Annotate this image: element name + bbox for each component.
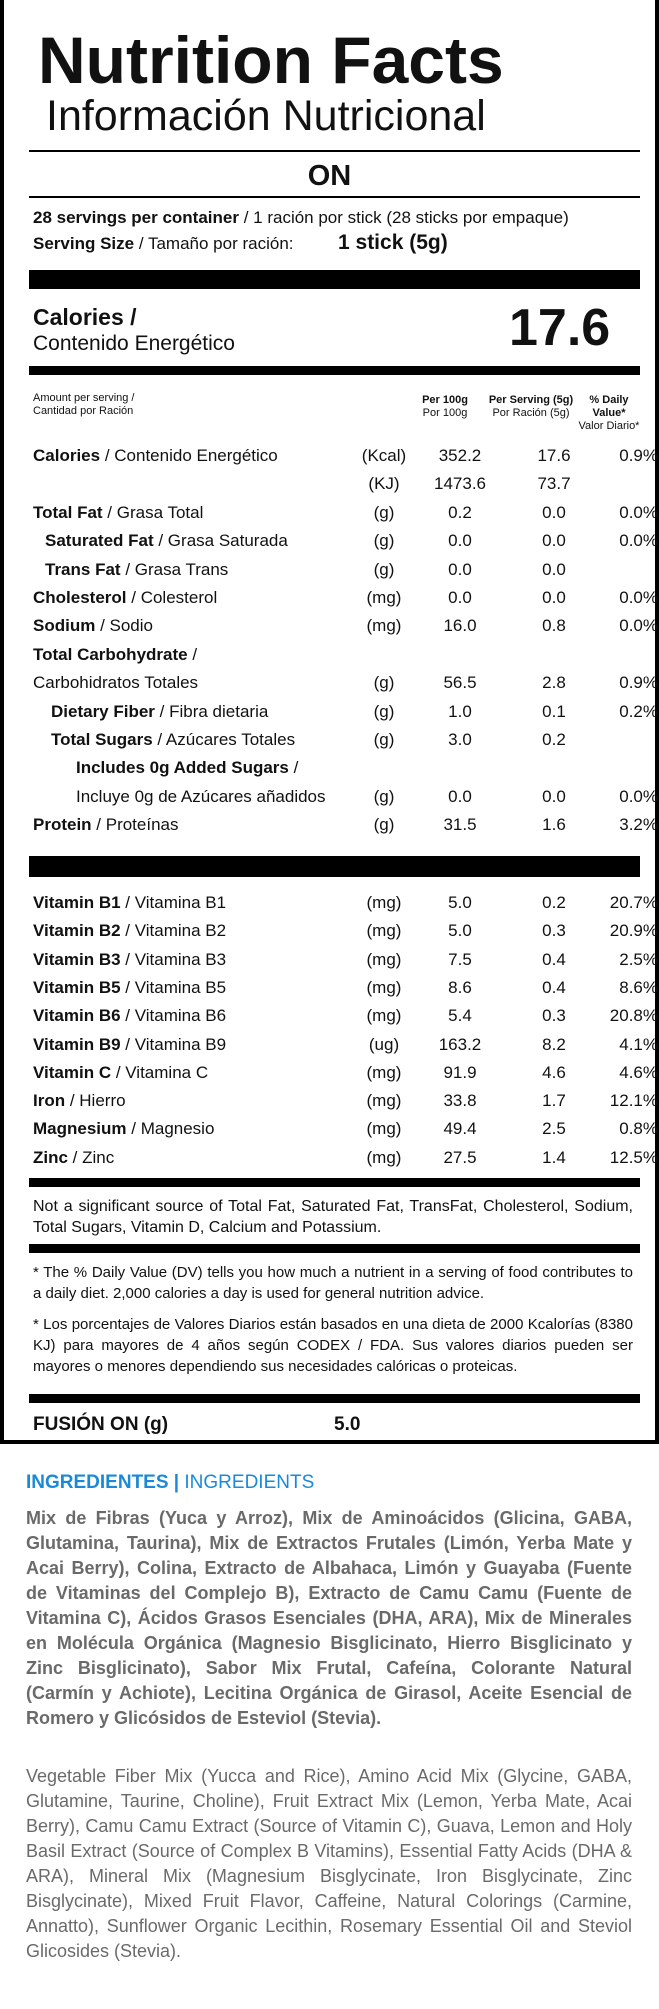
table-row [33,977,658,1002]
nutrient-name-bold: Vitamin B6 [33,1006,121,1026]
nutrient-daily-value: 0.0% [619,616,658,636]
table-row [33,893,658,917]
nutrient-per100: 27.5 [443,1147,477,1167]
nutrient-per-serving: 2.8 [542,673,566,693]
nutrient-per100: 91.9 [443,1062,477,1082]
col-perserving-en: Per Serving (5g) [488,394,574,406]
nutrient-name [45,531,288,551]
nutrient-name-rest: / Vitamina B6 [120,1006,227,1026]
nutrient-per100: 7.5 [448,949,472,969]
nutrient-per100: 0.0 [448,531,472,551]
nutrient-per100: 0.0 [448,786,472,806]
nutrient-per-serving: 0.3 [542,921,566,941]
nutrient-unit: (mg) [366,1006,402,1026]
nutrient-per-serving: 4.6 [542,1062,566,1082]
nutrient-per-serving: 0.2 [542,730,566,749]
medium-bar [29,1178,640,1187]
table-row [33,645,633,669]
col-perserving [480,394,582,420]
table-row [33,1147,658,1172]
col-dv-en2: Value* [592,407,626,419]
nutrient-daily-value: 0.0% [619,588,658,607]
nutrient-per-serving: 0.4 [542,977,566,997]
nutrient-name-rest: / Azúcares Totales [152,730,296,749]
nutrient-unit: (mg) [366,977,402,997]
nutrient-name-bold: Vitamin B2 [33,921,121,941]
serving-size [33,234,294,254]
table-row [33,949,658,974]
table-row [33,502,658,527]
nutrient-name [33,673,198,693]
table-row [33,1006,658,1030]
table-row [33,758,633,782]
nutrient-name-rest: / Fibra dietaria [154,701,269,721]
table-row [33,1034,658,1059]
nutrient-per-serving: 8.2 [542,1034,566,1054]
ingredients-title-en: INGREDIENTS [179,1472,315,1493]
table-row [33,673,658,697]
nutrient-name-rest: / Proteínas [91,815,179,835]
nutrient-per-serving: 1.6 [542,815,566,835]
nutrient-unit: (mg) [366,893,402,912]
nutrient-per-serving: 1.4 [542,1147,566,1167]
nutrient-per100: 1473.6 [434,474,486,494]
nutrient-per-serving: 0.0 [542,588,566,607]
nutrient-per100: 33.8 [443,1091,477,1111]
col-dv [570,394,648,433]
nutrient-name-rest: / Sodio [95,616,153,636]
nutrient-name [33,978,226,998]
nutrient-per100: 0.0 [448,559,472,579]
fusion-value: 5.0 [334,1414,361,1435]
nutrient-name-rest: / Vitamina B2 [120,921,227,941]
nutrient-name [33,1035,226,1055]
nutrient-name-rest: / Grasa Saturada [153,531,288,551]
nutrient-name-rest: Incluye 0g de Azúcares añadidos [76,786,326,806]
nutrient-per100: 0.0 [448,588,472,607]
nutrient-per100: 1.0 [448,701,472,721]
nutrient-name-rest: / Zinc [67,1147,115,1167]
table-row [33,531,658,555]
nutrient-name-bold: Iron [33,1091,66,1111]
nutrient-unit: (g) [373,531,395,551]
nutrient-name [33,616,153,636]
nutrient-daily-value: 0.9% [619,446,658,465]
serving-size-value: 1 stick (5g) [338,231,448,254]
col-per100-es: Por 100g [422,407,468,419]
nutrient-daily-value: 2.5% [619,949,658,969]
nutrient-name [33,950,226,970]
nutrient-name-bold: Vitamin B9 [33,1034,121,1054]
nutrient-daily-value: 0.0% [619,786,658,806]
nutrient-daily-value: 4.1% [619,1034,658,1054]
nutrient-unit: (mg) [366,1147,402,1167]
serving-size-bold: Serving Size [33,234,135,253]
ingredients-text-en: Vegetable Fiber Mix (Yucca and Rice), Amino Acid Mix (Glycine, GABA, Glutamine, Taurine, Choline), Fruit Extract Mix (Lemon, Yerba Mate, Acai Berry), Camu Camu Extract (Source of Vitamin C), Guava, Lemon and Holy Basil Extract (Source of Complex B Vitamins), Essential Fatty Acids (DHA & ARA), Mineral Mix (Magnesium Bisglycinate, Iron Bisglycinate, Zinc Bisglycinate), Mixed Fruit Flavor, Caffeine, Natural Colorings (Carmine, Annatto), Sunflower Organic Lecithin, Rosemary Essential Oil and Steviol Glicosides (Stevia). [26,1766,632,1961]
nutrient-name-bold: Total Fat [33,502,103,522]
nutrient-name [76,758,298,778]
table-row [33,616,658,640]
nutrient-name [33,503,203,523]
nutrient-name-rest: / Grasa Trans [120,559,229,579]
nutrient-unit: (ug) [368,1034,400,1054]
nutrient-per-serving: 0.3 [542,1006,566,1026]
nutrient-name-rest: / Contenido Energético [100,446,278,465]
nutrient-name [45,560,228,580]
nutrient-unit: (mg) [366,949,402,969]
table-row [33,1062,658,1087]
nutrient-name-bold: Vitamin C [33,1062,112,1082]
table-row [33,446,658,470]
nutrient-name [76,787,326,807]
nutrient-per100: 0.2 [448,502,472,522]
nutrient-name-rest: / Vitamina B5 [120,977,227,997]
nutrient-unit: (KJ) [368,474,400,494]
col-perserving-es: Por Ración (5g) [492,407,570,419]
nutrient-per-serving: 17.6 [537,446,571,465]
label-title: Nutrition Facts [38,23,504,97]
nutrient-daily-value: 0.8% [619,1119,658,1139]
nutrient-unit: (mg) [366,921,402,941]
nutrient-per100: 3.0 [448,730,472,749]
nutrient-per-serving: 0.1 [542,701,566,721]
medium-bar [29,366,640,375]
nutrient-per100: 49.4 [443,1119,477,1139]
nutrient-name-rest: / Hierro [65,1091,126,1111]
medium-bar [29,1394,640,1403]
nutrient-name-bold: Magnesium [33,1119,127,1139]
nutrient-name-bold: Trans Fat [45,559,121,579]
nutrient-daily-value: 3.2% [619,815,658,835]
nutrient-unit: (g) [373,559,395,579]
nutrient-name [33,588,217,608]
nutrient-unit: (mg) [366,616,402,636]
col-dv-en: % Daily [589,394,629,406]
nutrient-per100: 5.0 [448,893,472,912]
table-row [33,701,658,726]
table-row [33,474,633,498]
nutrient-name-bold: Dietary Fiber [51,701,155,721]
divider [29,150,640,152]
col-per100 [405,394,485,420]
nutrient-unit: (g) [373,701,395,721]
nutrient-name [33,1148,114,1168]
nutrient-name-rest: Carbohidratos Totales [33,673,199,693]
nutrient-per-serving: 1.7 [542,1091,566,1111]
nutrient-per100: 31.5 [443,815,477,835]
nutrient-name-rest: / [187,644,198,664]
nutrient-per-serving: 0.0 [542,786,566,806]
nutrient-unit: (g) [373,502,395,522]
nutrient-name-rest: / Magnesio [126,1119,215,1139]
not-significant-note: Not a significant source of Total Fat, Saturated Fat, TransFat, Cholesterol, Sodium, Total Sugars, Vitamin D, Calcium and Potassium. [33,1198,633,1236]
nutrient-unit: (g) [373,673,395,693]
nutrient-name-rest: / Vitamina B1 [120,893,227,912]
nutrient-name-bold: Total Carbohydrate [33,644,188,664]
nutrient-daily-value: 4.6% [619,1062,658,1082]
nutrient-per100: 352.2 [438,446,482,465]
nutrient-per-serving: 0.0 [542,531,566,551]
nutrient-name-rest: / Vitamina B3 [120,949,227,969]
col-amount [33,392,135,418]
daily-value-note-es: * Los porcentajes de Valores Diarios están basados en una dieta de 2000 Kcalorías (8380 KJ) para mayores de 4 años según CODEX / FDA. Sus valores diarios pueden ser mayores o menores dependiendo sus necesidades calóricas o proteicas. [33,1316,633,1375]
nutrient-name-bold: Total Sugars [51,730,153,749]
table-row [33,921,658,945]
nutrient-name [51,702,268,722]
table-row [33,730,633,754]
table-row [33,815,658,839]
nutrient-daily-value: 12.5% [609,1147,658,1167]
label-subtitle: Información Nutricional [46,92,486,140]
col-amount-es: Cantidad por Ración [33,405,134,417]
nutrient-daily-value: 20.7% [609,893,658,912]
nutrient-unit: (g) [373,730,395,749]
ingredients-text-es: Mix de Fibras (Yuca y Arroz), Mix de Aminoácidos (Glicina, GABA, Glutamina, Taurina), Mix de Extractos Frutales (Limón, Yerba Mate y Acai Berry), Colina, Extracto de Albahaca, Limón y Guayaba (Fuente de Vitaminas del Complejo B), Extracto de Camu Camu (Fuente de Vitamina C), Ácidos Grasos Esenciales (DHA, ARA), Mix de Minerales en Molécula Orgánica (Magnesio Bisglicinato, Hierro Bisglicinato y Zinc Bisglicinato), Sabor Mix Frutal, Cafeína, Colorante Natural (Carmín y Achiote), Lecitina Orgánica de Girasol, Aceite Esencial de Romero y Glicósidos de Esteviol (Stevia). [26,1508,632,1728]
calories-label-es: Contenido Energético [33,332,235,355]
thick-bar [29,856,640,877]
nutrient-daily-value: 0.0% [619,502,658,522]
nutrient-name-bold: Vitamin B1 [33,893,121,912]
nutrient-name-rest: / Grasa Total [102,502,204,522]
nutrient-unit: (mg) [366,588,402,607]
nutrient-name [33,1063,208,1083]
nutrient-per100: 163.2 [438,1034,482,1054]
nutrient-name [33,921,226,941]
nutrient-per100: 5.4 [448,1006,472,1026]
nutrient-unit: (mg) [366,1091,402,1111]
ingredients-title-es: INGREDIENTES | [26,1472,180,1493]
nutrient-unit: (g) [373,786,395,806]
calories-label-en: Calories / [33,304,137,330]
nutrient-name-bold: Cholesterol [33,588,127,607]
table-row [33,786,658,811]
table-row [33,588,658,612]
servings-rest: / 1 ración por stick (28 sticks por empaque) [238,208,569,227]
nutrient-name-bold: Protein [33,815,92,835]
nutrient-name [33,645,197,665]
nutrient-name [51,730,295,750]
nutrient-per100: 16.0 [443,616,477,636]
medium-bar [29,1244,640,1253]
thick-bar [29,270,640,289]
nutrient-daily-value: 0.2% [619,701,658,721]
nutrient-per100: 56.5 [443,673,477,693]
ingredients-title [26,1472,314,1494]
nutrient-name-rest: / Colesterol [126,588,218,607]
nutrient-per100: 8.6 [448,977,472,997]
col-dv-es: Valor Diario* [578,420,640,432]
fusion-label: FUSIÓN ON (g) [33,1414,169,1435]
nutrient-per-serving: 73.7 [537,474,571,494]
nutrient-name-rest: / Vitamina B9 [120,1034,227,1054]
nutrient-name-bold: Sodium [33,616,96,636]
nutrient-name-bold: Zinc [33,1147,68,1167]
nutrient-per-serving: 0.0 [542,502,566,522]
nutrient-name-rest: / Vitamina C [111,1062,209,1082]
nutrient-unit: (g) [373,815,395,835]
brand-name: ON [307,160,352,192]
serving-size-rest: / Tamaño por ración: [134,234,294,253]
table-row [33,1119,658,1143]
nutrient-daily-value: 0.0% [619,531,658,551]
nutrient-daily-value: 12.1% [609,1091,658,1111]
calories-value: 17.6 [509,299,611,357]
nutrient-unit: (Kcal) [361,446,407,465]
nutrient-per-serving: 0.8 [542,616,566,636]
nutrient-unit: (mg) [366,1119,402,1139]
nutrient-name-bold: Includes 0g Added Sugars [76,758,289,778]
nutrient-name [33,1006,226,1026]
nutrient-daily-value: 20.9% [609,921,658,941]
nutrient-daily-value: 20.8% [609,1006,658,1026]
daily-value-note-en: * The % Daily Value (DV) tells you how much a nutrient in a serving of food contributes to a daily diet. 2,000 calories a day is used for general nutrition advice. [33,1264,633,1302]
nutrient-per-serving: 0.4 [542,949,566,969]
nutrient-per-serving: 2.5 [542,1119,566,1139]
nutrient-name-bold: Saturated Fat [45,531,154,551]
nutrient-name [33,893,226,913]
col-per100-en: Per 100g [422,394,468,406]
nutrient-name [33,1119,214,1139]
table-row [33,1091,658,1115]
table-row [33,560,633,584]
nutrient-name [33,815,179,835]
nutrient-daily-value: 0.9% [619,673,658,693]
nutrient-name [33,446,278,466]
servings-bold: 28 servings per container [33,208,239,227]
nutrient-per100: 5.0 [448,921,472,941]
nutrient-name-bold: Calories [33,446,101,465]
nutrient-per-serving: 0.0 [542,559,566,579]
col-amount-en: Amount per serving / [33,392,135,404]
servings-per-container [33,208,569,228]
nutrient-name-bold: Vitamin B5 [33,977,121,997]
nutrient-name-bold: Vitamin B3 [33,949,121,969]
nutrient-per-serving: 0.2 [542,893,566,912]
nutrient-name [33,1091,126,1111]
nutrient-unit: (mg) [366,1062,402,1082]
nutrient-daily-value: 8.6% [619,977,658,997]
nutrient-name-rest: / [288,758,299,778]
divider [29,196,640,198]
